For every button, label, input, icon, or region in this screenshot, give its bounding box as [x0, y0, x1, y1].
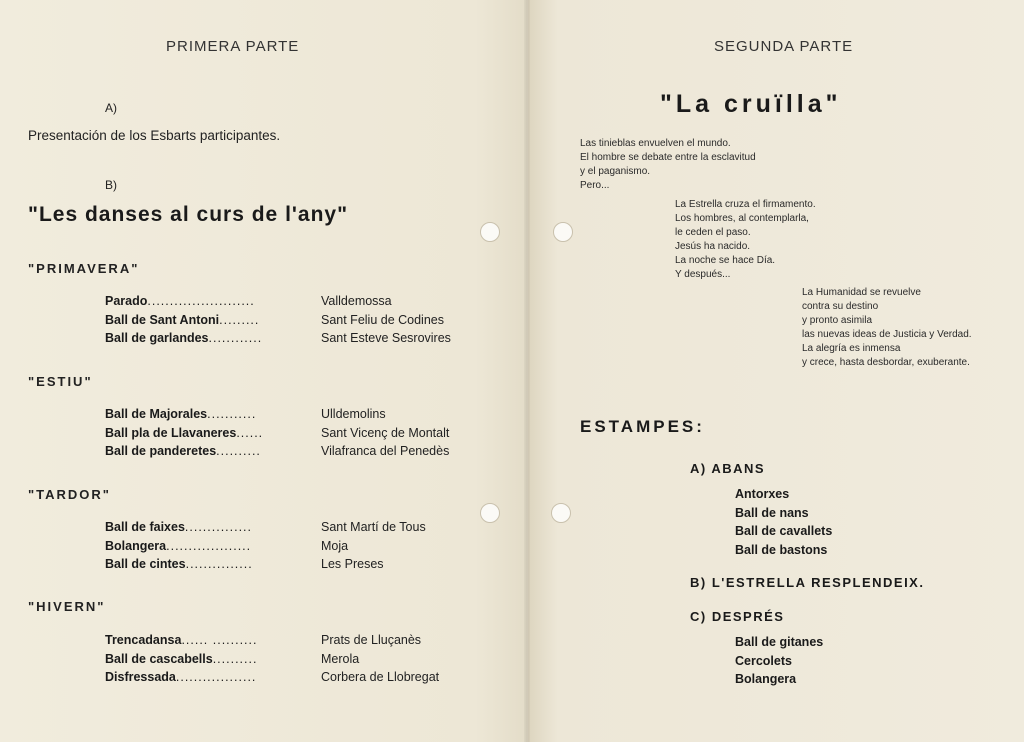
leader-dots: ................... [166, 538, 252, 553]
dance-name: Parado [105, 294, 148, 308]
dance-row [105, 442, 263, 461]
poem-line: La Estrella cruza el firmamento. [675, 199, 816, 210]
dance-row [105, 329, 262, 348]
poem-line: y pronto asimila [802, 315, 873, 326]
estampa-c-heading: C) DESPRÉS [690, 609, 785, 624]
dance-row [105, 292, 262, 311]
dance-name: Trencadansa [105, 633, 182, 647]
place-name: Sant Esteve Sesrovires [321, 331, 451, 345]
poem-line: las nuevas ideas de Justicia y Verdad. [802, 329, 972, 340]
place-list [321, 292, 451, 348]
poem-line: La Humanidad se revuelve [802, 287, 921, 298]
poem-line: Las tinieblas envuelven el mundo. [580, 138, 731, 149]
dance-name: Ball de panderetes [105, 444, 217, 458]
punch-hole [480, 222, 500, 242]
estampes-heading: ESTAMPES: [580, 417, 705, 436]
dance-name: Ball de Sant Antoni [105, 312, 220, 327]
leader-dots: .......... [212, 651, 258, 666]
place-name: Moja [321, 538, 349, 553]
leader-dots: ...... [236, 425, 264, 440]
dance-name: Ball de cascabells [105, 651, 213, 666]
dance-row [105, 405, 263, 424]
estampa-item: Ball de cavallets [735, 524, 833, 538]
dance-row [105, 555, 253, 574]
dance-row [105, 650, 257, 669]
poem-stanza-1 [580, 137, 756, 193]
season-heading: "PRIMAVERA" [28, 261, 140, 276]
punch-hole [551, 503, 571, 523]
dance-row [105, 631, 257, 650]
estampa-c-list [735, 633, 823, 689]
estampa-a-heading: A) ABANS [690, 461, 766, 476]
poem-line: La alegría es inmensa [802, 343, 901, 354]
section-b-label: B) [105, 178, 117, 192]
dance-name: Bolangera [105, 538, 167, 553]
place-list [321, 518, 426, 574]
part-title: PRIMERA PARTE [166, 38, 300, 55]
dance-name: Ball pla de Llavaneres [105, 425, 237, 440]
leader-dots: .................. [175, 670, 257, 684]
leader-dots: ...... .......... [181, 633, 258, 647]
estampa-item: Antorxes [735, 487, 790, 501]
poem-line: Los hombres, al contemplarla, [675, 213, 809, 224]
poem-line: Y después... [675, 269, 731, 280]
leader-dots: ........... [207, 407, 257, 421]
poem-line: le ceden el paso. [675, 227, 751, 238]
poem-line: Pero... [580, 180, 610, 191]
dance-row [105, 668, 257, 687]
place-name: Les Preses [321, 557, 384, 571]
leader-dots: ......... [219, 312, 260, 327]
dance-name: Ball de faixes [105, 520, 185, 534]
dance-row [105, 424, 263, 443]
section-b-title: "Les danses al curs de l'any" [28, 203, 349, 226]
season-heading: "HIVERN" [28, 599, 106, 614]
dance-row [105, 311, 262, 330]
dance-list [105, 405, 263, 461]
leader-dots: ............... [185, 557, 253, 571]
poem-line: Jesús ha nacido. [675, 241, 751, 252]
dance-name: Ball de garlandes [105, 331, 209, 345]
poem-line: contra su destino [802, 301, 879, 312]
estampa-item: Ball de gitanes [735, 635, 824, 649]
main-title: "La cruïlla" [660, 90, 842, 118]
section-a-text: Presentación de los Esbarts participantes. [28, 128, 281, 143]
place-name: Sant Feliu de Codines [321, 312, 444, 327]
place-name: Sant Vicenç de Montalt [321, 425, 450, 440]
estampa-item: Bolangera [735, 672, 797, 686]
place-name: Prats de Lluçanès [321, 633, 422, 647]
poem-line: El hombre se debate entre la esclavitud [580, 152, 756, 163]
punch-hole [553, 222, 573, 242]
season-heading: "ESTIU" [28, 374, 93, 389]
poem-line: y el paganismo. [580, 166, 651, 177]
estampa-item: Cercolets [735, 653, 792, 668]
place-list [321, 405, 449, 461]
poem-stanza-2 [675, 198, 816, 282]
poem-stanza-3 [802, 286, 972, 370]
place-name: Vilafranca del Penedès [321, 444, 450, 458]
leader-dots: ........................ [147, 294, 255, 308]
place-list [321, 631, 439, 687]
place-name: Corbera de Llobregat [321, 670, 440, 684]
dance-list [105, 292, 262, 348]
page-fold [524, 0, 530, 742]
dance-row [105, 537, 253, 556]
dance-row [105, 518, 253, 537]
estampa-a-list [735, 485, 832, 559]
estampa-item: Ball de nans [735, 505, 809, 520]
dance-list [105, 518, 253, 574]
dance-name: Ball de cintes [105, 557, 186, 571]
dance-list [105, 631, 257, 687]
section-a-label: A) [105, 101, 117, 115]
punch-hole [480, 503, 500, 523]
leader-dots: ............ [208, 331, 263, 345]
dance-name: Ball de Majorales [105, 407, 208, 421]
season-heading: "TARDOR" [28, 487, 111, 502]
dance-name: Disfressada [105, 670, 176, 684]
leader-dots: .......... [216, 444, 261, 458]
poem-line: La noche se hace Día. [675, 255, 776, 266]
leader-dots: ............... [184, 520, 252, 534]
place-name: Ulldemolins [321, 407, 386, 421]
place-name: Sant Martí de Tous [321, 520, 426, 534]
place-name: Valldemossa [321, 294, 392, 308]
part-title: SEGUNDA PARTE [714, 38, 854, 55]
poem-line: y crece, hasta desbordar, exuberante. [802, 357, 970, 368]
place-name: Merola [321, 651, 360, 666]
estampa-item: Ball de bastons [735, 542, 828, 557]
estampa-b-heading: B) L'ESTRELLA RESPLENDEIX. [690, 575, 925, 590]
